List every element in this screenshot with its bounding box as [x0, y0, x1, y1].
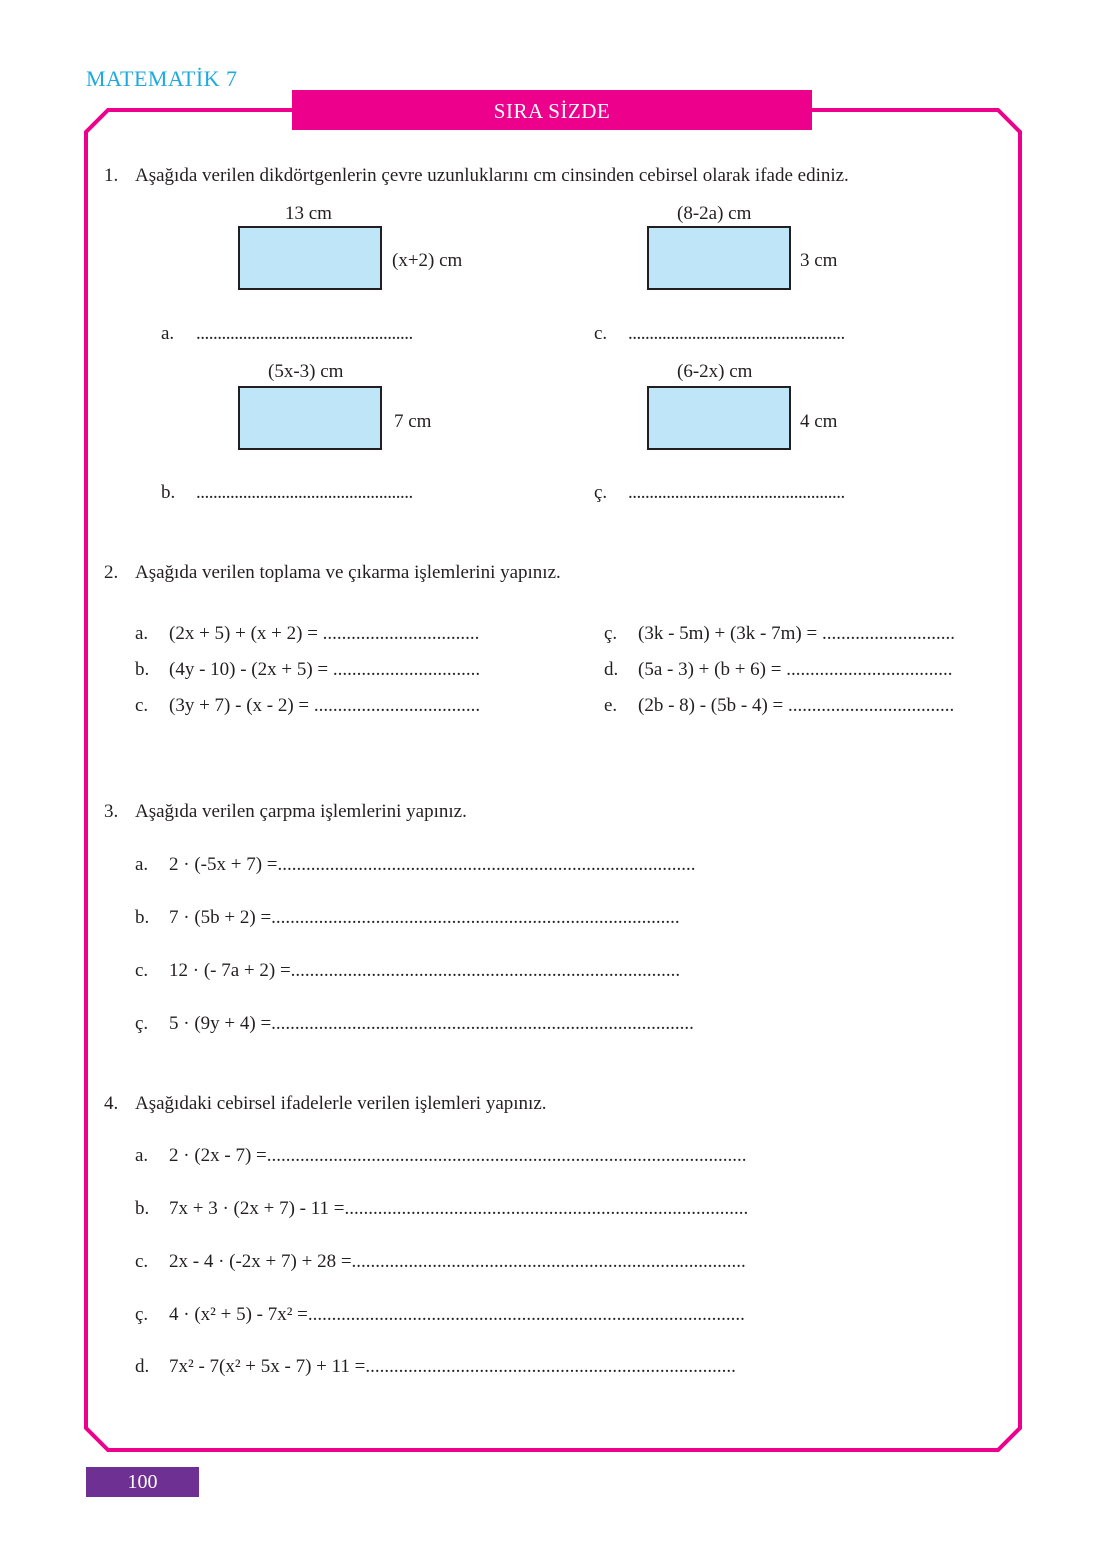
q2-prompt: Aşağıda verilen toplama ve çıkarma işlemlerini yapınız.	[135, 562, 561, 583]
q3-c-expression: 12 · (- 7a + 2) =..................................................................................	[169, 960, 681, 981]
q2-number: 2.	[104, 562, 119, 583]
q1-c-letter: c.	[594, 323, 608, 344]
rect-a-top-label: 13 cm	[285, 203, 332, 224]
q2-a-letter: a.	[135, 623, 149, 644]
q1-c-answer-blank: ...................................................	[628, 323, 845, 344]
rectangle-c	[647, 226, 791, 290]
q3-prompt: Aşağıda verilen çarpma işlemlerini yapınız.	[135, 801, 467, 822]
q4-b-expression: 7x + 3 · (2x + 7) - 11 =.....................................................................................	[169, 1198, 749, 1219]
q3-a-letter: a.	[135, 854, 149, 875]
q4-c-expression: 2x - 4 · (-2x + 7) + 28 =...................................................................................	[169, 1251, 746, 1272]
rectangle-b	[238, 386, 382, 450]
rectangle-a	[238, 226, 382, 290]
q2-d-letter: d.	[604, 659, 619, 680]
q1-cc-letter: ç.	[594, 482, 608, 503]
page-number: 100	[86, 1467, 199, 1497]
q2-c-expression: (3y + 7) - (x - 2) = ...................................	[169, 695, 481, 716]
rect-b-side-label: 7 cm	[394, 411, 432, 432]
rectangle-cc	[647, 386, 791, 450]
q2-b-expression: (4y - 10) - (2x + 5) = ...............................	[169, 659, 481, 680]
q4-a-letter: a.	[135, 1145, 149, 1166]
q3-cc-letter: ç.	[135, 1013, 149, 1034]
q2-e-letter: e.	[604, 695, 618, 716]
q1-cc-answer-blank: ...................................................	[628, 482, 845, 503]
section-banner: SIRA SİZDE	[292, 90, 812, 130]
q2-b-letter: b.	[135, 659, 150, 680]
q4-cc-expression: 4 · (x² + 5) - 7x² =............................................................................................	[169, 1304, 745, 1325]
q1-number: 1.	[104, 165, 119, 186]
q1-b-answer-blank: ...................................................	[196, 482, 413, 503]
q4-a-expression: 2 · (2x - 7) =.....................................................................................................	[169, 1145, 747, 1166]
q2-cc-expression: (3k - 5m) + (3k - 7m) = ............................	[638, 623, 955, 644]
q3-number: 3.	[104, 801, 119, 822]
q1-prompt: Aşağıda verilen dikdörtgenlerin çevre uzunluklarını cm cinsinden cebirsel olarak ifade ediniz.	[135, 165, 849, 186]
q4-c-letter: c.	[135, 1251, 149, 1272]
q4-number: 4.	[104, 1093, 119, 1114]
q1-a-letter: a.	[161, 323, 175, 344]
q4-d-letter: d.	[135, 1356, 150, 1377]
q3-a-expression: 2 · (-5x + 7) =........................................................................................	[169, 854, 696, 875]
q1-a-answer-blank: ...................................................	[196, 323, 413, 344]
rect-cc-top-label: (6-2x) cm	[677, 361, 753, 382]
q4-cc-letter: ç.	[135, 1304, 149, 1325]
q2-c-letter: c.	[135, 695, 149, 716]
q4-d-expression: 7x² - 7(x² + 5x - 7) + 11 =..............................................................................	[169, 1356, 736, 1377]
q4-prompt: Aşağıdaki cebirsel ifadelerle verilen işlemleri yapınız.	[135, 1093, 547, 1114]
rect-a-side-label: (x+2) cm	[392, 250, 463, 271]
q3-b-expression: 7 · (5b + 2) =......................................................................................	[169, 907, 680, 928]
book-title: MATEMATİK 7	[86, 66, 238, 91]
q2-a-expression: (2x + 5) + (x + 2) = .................................	[169, 623, 480, 644]
q4-b-letter: b.	[135, 1198, 150, 1219]
rect-c-top-label: (8-2a) cm	[677, 203, 752, 224]
q1-b-letter: b.	[161, 482, 176, 503]
rect-b-top-label: (5x-3) cm	[268, 361, 344, 382]
rect-cc-side-label: 4 cm	[800, 411, 838, 432]
q2-cc-letter: ç.	[604, 623, 618, 644]
q2-d-expression: (5a - 3) + (b + 6) = ...................................	[638, 659, 953, 680]
q3-c-letter: c.	[135, 960, 149, 981]
q3-cc-expression: 5 · (9y + 4) =.........................................................................................	[169, 1013, 694, 1034]
q3-b-letter: b.	[135, 907, 150, 928]
q2-e-expression: (2b - 8) - (5b - 4) = ...................................	[638, 695, 955, 716]
rect-c-side-label: 3 cm	[800, 250, 838, 271]
